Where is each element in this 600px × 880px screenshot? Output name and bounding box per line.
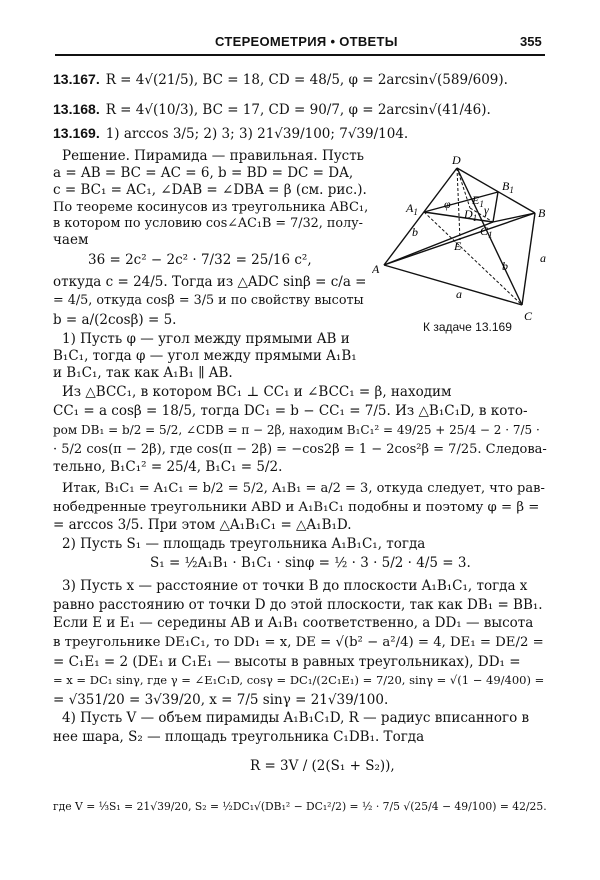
svg-text:a: a	[540, 251, 546, 265]
text-line	[53, 599, 543, 613]
line-text: a = AB = BC = AC = 6, b = BD = DC = DA,	[53, 165, 354, 181]
line-text: 1) arccos 3/5; 2) 3; 3) 21√39/100; 7√39/104.	[105, 126, 409, 142]
text-line	[150, 557, 471, 571]
line-text: Из △BCC₁, в котором BC₁ ⊥ CC₁ и ∠BCC₁ = β, находим	[62, 384, 452, 400]
line-text: R = 4√(10/3), BC = 17, CD = 90/7, φ = 2arcsin√(41/46).	[105, 102, 491, 118]
line-text: Решение. Пирамида — правильная. Пусть	[62, 148, 365, 164]
text-line	[62, 538, 425, 552]
text-line	[62, 333, 350, 347]
problem-answer-line	[53, 126, 408, 142]
svg-text:b: b	[502, 259, 508, 273]
svg-text:C: C	[524, 309, 533, 323]
text-line	[53, 424, 540, 436]
line-text: R = 3V / (2(S₁ + S₂)),	[250, 758, 395, 774]
text-line	[53, 802, 547, 813]
svg-text:B1: $B_1$	[502, 179, 514, 195]
svg-text:C1: $C_1$	[480, 224, 493, 240]
text-line	[53, 218, 363, 231]
line-text: B₁C₁, тогда φ — угол между прямыми A₁B₁	[53, 348, 357, 364]
svg-text:A1: $A_1$	[406, 201, 418, 217]
text-line	[53, 694, 388, 708]
text-line	[53, 501, 539, 514]
line-text: в котором по условию cos∠AC₁B = 7/32, полу-	[53, 216, 363, 231]
text-line	[53, 405, 528, 419]
text-line	[53, 184, 367, 198]
line-text: нобедренные треугольники ABD и A₁B₁C₁ подобны и поэтому φ = β =	[53, 500, 540, 515]
line-text: где V = ⅓S₁ = 21√39/20, S₂ = ½DC₁√(DB₁² − DC₁²/2) = ½ · 7/5 √(25/4 − 49/100) = 42/25.	[53, 800, 547, 813]
line-text: 3) Пусть x — расстояние от точки B до плоскости A₁B₁C₁, тогда x	[62, 578, 528, 594]
line-text: 1) Пусть φ — угол между прямыми AB и	[62, 331, 350, 347]
problem-number: 13.169.	[53, 125, 100, 141]
problem-answer-line	[53, 102, 491, 118]
line-text: в треугольнике DE₁C₁, то DD₁ = x, DE = √(b² − a²/4) = 4, DE₁ = DE/2 =	[53, 635, 544, 650]
text-line	[53, 276, 366, 290]
line-text: = x = DC₁ sinγ, где γ = ∠E₁C₁D, cosγ = DC₁/(2C₁E₁) = 7/20, sinγ = √(1 − 49/400) =	[53, 673, 545, 687]
text-line	[53, 234, 88, 248]
svg-text:E: E	[454, 239, 462, 253]
line-text: чаем	[53, 232, 89, 248]
svg-text:B: B	[538, 206, 546, 220]
text-line	[53, 314, 176, 328]
line-text: Если E и E₁ — середины AB и A₁B₁ соответственно, а DD₁ — высота	[53, 615, 534, 631]
line-text: и B₁C₁, так как A₁B₁ ∥ AB.	[53, 365, 233, 381]
svg-text:E1: $E_1$	[472, 193, 484, 209]
text-line	[53, 443, 547, 456]
line-text: · 5/2 cos(π − 2β), где cos(π − 2β) = −cos2β = 1 − 2cos²β = 7/25. Следова-	[53, 442, 547, 457]
problem-answer-line	[53, 72, 508, 88]
line-text: равно расстоянию от точки D до этой плоскости, так как DB₁ = BB₁.	[53, 597, 543, 613]
line-text: S₁ = ½A₁B₁ · B₁C₁ · sinφ = ½ · 3 · 5/2 · 4/5 = 3.	[150, 555, 471, 571]
text-line	[53, 636, 544, 649]
text-line	[53, 350, 357, 364]
line-text: R = 4√(21/5), BC = 18, CD = 48/5, φ = 2arcsin√(589/609).	[105, 72, 508, 88]
text-line	[53, 201, 368, 214]
line-text: Итак, B₁C₁ = A₁C₁ = b/2 = 5/2, A₁B₁ = a/2 = 3, откуда следует, что рав-	[62, 481, 545, 496]
line-text: 36 = 2c² − 2c² · 7/32 = 25/16 c²,	[88, 252, 312, 268]
line-text: 2) Пусть S₁ — площадь треугольника A₁B₁C₁, тогда	[62, 536, 426, 552]
text-line	[62, 482, 545, 495]
text-line	[53, 519, 352, 533]
line-text: По теореме косинусов из треугольника ABC₁,	[53, 200, 369, 215]
text-line	[250, 760, 395, 774]
text-line	[53, 367, 233, 381]
line-text: c = BC₁ = AC₁, ∠DAB = ∠DBA = β (см. рис.).	[53, 182, 367, 198]
line-text: тельно, B₁C₁² = 25/4, B₁C₁ = 5/2.	[53, 459, 283, 475]
text-line	[53, 461, 282, 475]
problem-number: 13.168.	[53, 101, 100, 117]
text-line	[53, 295, 364, 308]
header-rule	[55, 54, 545, 56]
running-header: СТЕРЕОМЕТРИЯ • ОТВЕТЫ	[215, 34, 398, 49]
text-line	[88, 254, 312, 268]
line-text: b = a/(2cosβ) = 5.	[53, 312, 177, 328]
svg-text:b: b	[412, 225, 418, 239]
text-line	[62, 150, 364, 164]
text-line	[62, 386, 452, 400]
svg-text:γ: γ	[484, 203, 489, 217]
text-line	[53, 731, 424, 745]
line-text: откуда c = 24/5. Тогда из △ADC sinβ = c/a =	[53, 274, 367, 290]
line-text: = 4/5, откуда cosβ = 3/5 и по свойству высоты	[53, 293, 364, 308]
text-line	[62, 712, 529, 726]
line-text: ром DB₁ = b/2 = 5/2, ∠CDB = π − 2β, находим B₁C₁² = 49/25 + 25/4 − 2 · 7/5 ·	[53, 423, 540, 437]
line-text: = √351/20 = 3√39/20, x = 7/5 sinγ = 21√39/100.	[53, 692, 389, 708]
svg-text:A: A	[372, 262, 380, 276]
text-line	[53, 675, 544, 687]
svg-text:D: D	[452, 153, 461, 167]
text-line	[53, 167, 353, 181]
svg-text:φ: φ	[444, 197, 451, 211]
line-text: нее шара, S₂ — площадь треугольника C₁DB₁. Тогда	[53, 729, 425, 745]
page-number: 355	[520, 34, 542, 49]
text-line	[62, 580, 527, 594]
text-line	[53, 656, 521, 670]
line-text: 4) Пусть V — объем пирамиды A₁B₁C₁D, R — радиус вписанного в	[62, 710, 530, 726]
text-line	[53, 617, 533, 631]
svg-text:a: a	[456, 287, 462, 301]
svg-text:D1: $D_1$	[464, 207, 478, 223]
line-text: = arccos 3/5. При этом △A₁B₁C₁ = △A₁B₁D.	[53, 517, 352, 533]
line-text: CC₁ = a cosβ = 18/5, тогда DC₁ = b − CC₁ = 7/5. Из △B₁C₁D, в кото-	[53, 403, 528, 419]
pyramid-figure	[372, 150, 572, 325]
figure-caption: К задаче 13.169	[423, 320, 512, 334]
line-text: = C₁E₁ = 2 (DE₁ и C₁E₁ — высоты в равных треугольниках), DD₁ =	[53, 654, 521, 670]
problem-number: 13.167.	[53, 71, 100, 87]
